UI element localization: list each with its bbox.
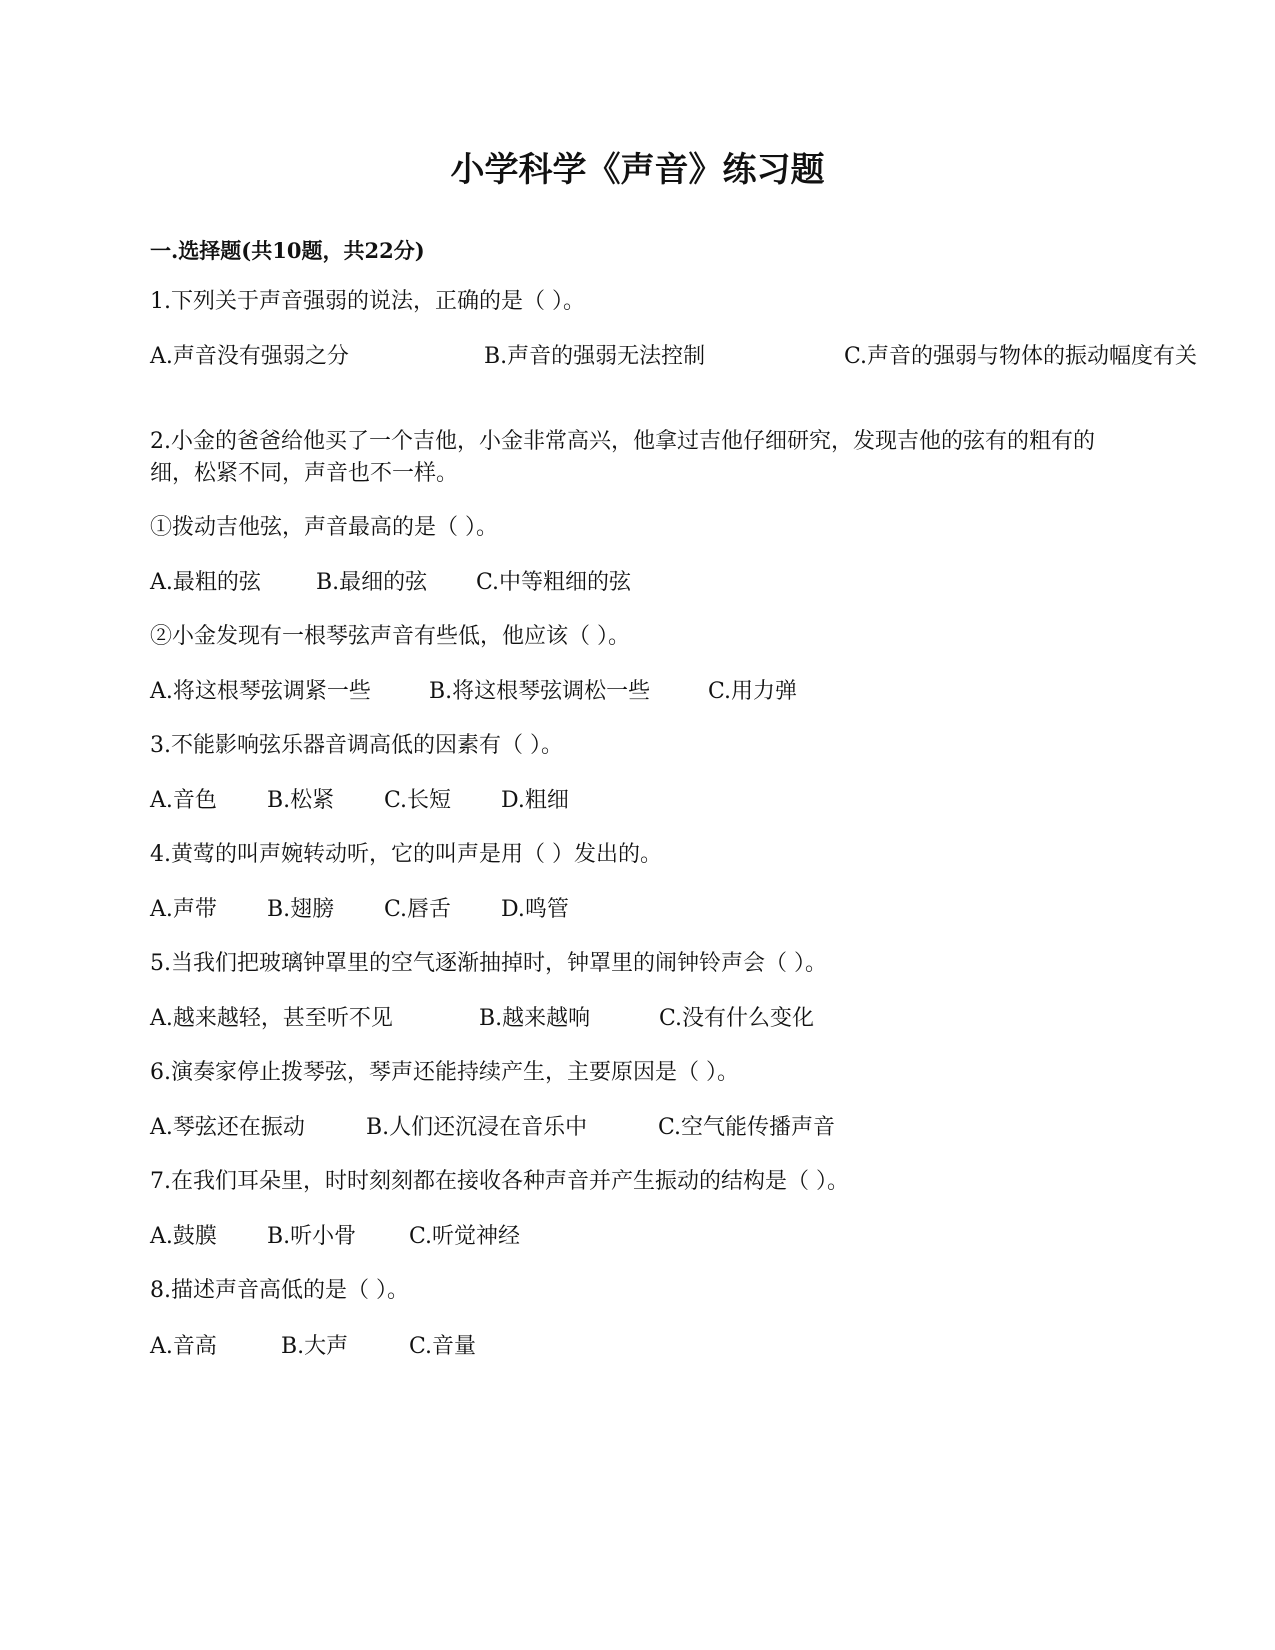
question-8-options	[150, 1331, 1130, 1363]
option-a: A.声带	[150, 897, 217, 922]
option-b: B.声音的强弱无法控制	[484, 344, 706, 369]
question-2-sub1: ①拨动吉他弦，声音最高的是（ ）。	[150, 515, 498, 540]
option-a: A.最粗的弦	[150, 570, 261, 595]
option-a: A.音高	[150, 1334, 217, 1359]
question-3-options	[150, 785, 1130, 817]
option-b: B.将这根琴弦调松一些	[429, 679, 651, 704]
question-5-stem: 5.当我们把玻璃钟罩里的空气逐渐抽掉时，钟罩里的闹钟铃声会（ ）。	[150, 951, 827, 976]
option-c: C.听觉神经	[409, 1224, 521, 1249]
question-6-options	[150, 1112, 1130, 1144]
option-d: D.粗细	[501, 788, 569, 813]
option-c: C.没有什么变化	[659, 1006, 815, 1031]
question-3-stem: 3.不能影响弦乐器音调高低的因素有（ ）。	[150, 733, 563, 758]
option-b: B.松紧	[267, 788, 335, 813]
option-a: A.声音没有强弱之分	[150, 344, 349, 369]
question-4-stem: 4.黄莺的叫声婉转动听，它的叫声是用（ ）发出的。	[150, 842, 662, 867]
option-c: C.长短	[384, 788, 452, 813]
question-7-options	[150, 1221, 1130, 1253]
question-2-stem: 2.小金的爸爸给他买了一个吉他，小金非常高兴，他拿过吉他仔细研究，发现吉他的弦有的粗有的细，松紧不同，声音也不一样。	[150, 429, 1095, 486]
option-c: C.唇舌	[384, 897, 452, 922]
option-c: C.用力弹	[708, 679, 798, 704]
question-5-options	[150, 1003, 1130, 1035]
option-a: A.鼓膜	[150, 1224, 217, 1249]
option-b: B.最细的弦	[316, 570, 428, 595]
option-c: C.声音的强弱与物体的振动幅度有关	[844, 344, 1198, 369]
question-2-sub2-options	[150, 676, 1130, 708]
option-a: A.将这根琴弦调紧一些	[150, 679, 371, 704]
option-b: B.大声	[281, 1334, 349, 1359]
question-4-options	[150, 894, 1130, 926]
section-heading: 一.选择题(共10题，共22分)	[150, 238, 425, 263]
question-1-options	[150, 341, 1198, 373]
question-8-stem: 8.描述声音高低的是（ ）。	[150, 1278, 409, 1303]
question-1-stem: 1.下列关于声音强弱的说法，正确的是（ ）。	[150, 289, 585, 314]
option-b: B.人们还沉浸在音乐中	[366, 1115, 588, 1140]
option-c: C.空气能传播声音	[658, 1115, 836, 1140]
option-b: B.越来越响	[479, 1006, 591, 1031]
option-c: C.中等粗细的弦	[476, 570, 632, 595]
option-a: A.音色	[150, 788, 217, 813]
page-title: 小学科学《声音》练习题	[450, 150, 825, 190]
option-a: A.越来越轻，甚至听不见	[150, 1006, 393, 1031]
option-b: B.听小骨	[267, 1224, 357, 1249]
question-2-sub1-options	[150, 567, 1130, 599]
option-c: C.音量	[409, 1334, 477, 1359]
question-7-stem: 7.在我们耳朵里，时时刻刻都在接收各种声音并产生振动的结构是（ ）。	[150, 1169, 849, 1194]
question-2-sub2: ②小金发现有一根琴弦声音有些低，他应该（ ）。	[150, 624, 630, 649]
option-d: D.鸣管	[501, 897, 569, 922]
option-a: A.琴弦还在振动	[150, 1115, 305, 1140]
option-b: B.翅膀	[267, 897, 335, 922]
question-6-stem: 6.演奏家停止拨琴弦，琴声还能持续产生，主要原因是（ ）。	[150, 1060, 739, 1085]
